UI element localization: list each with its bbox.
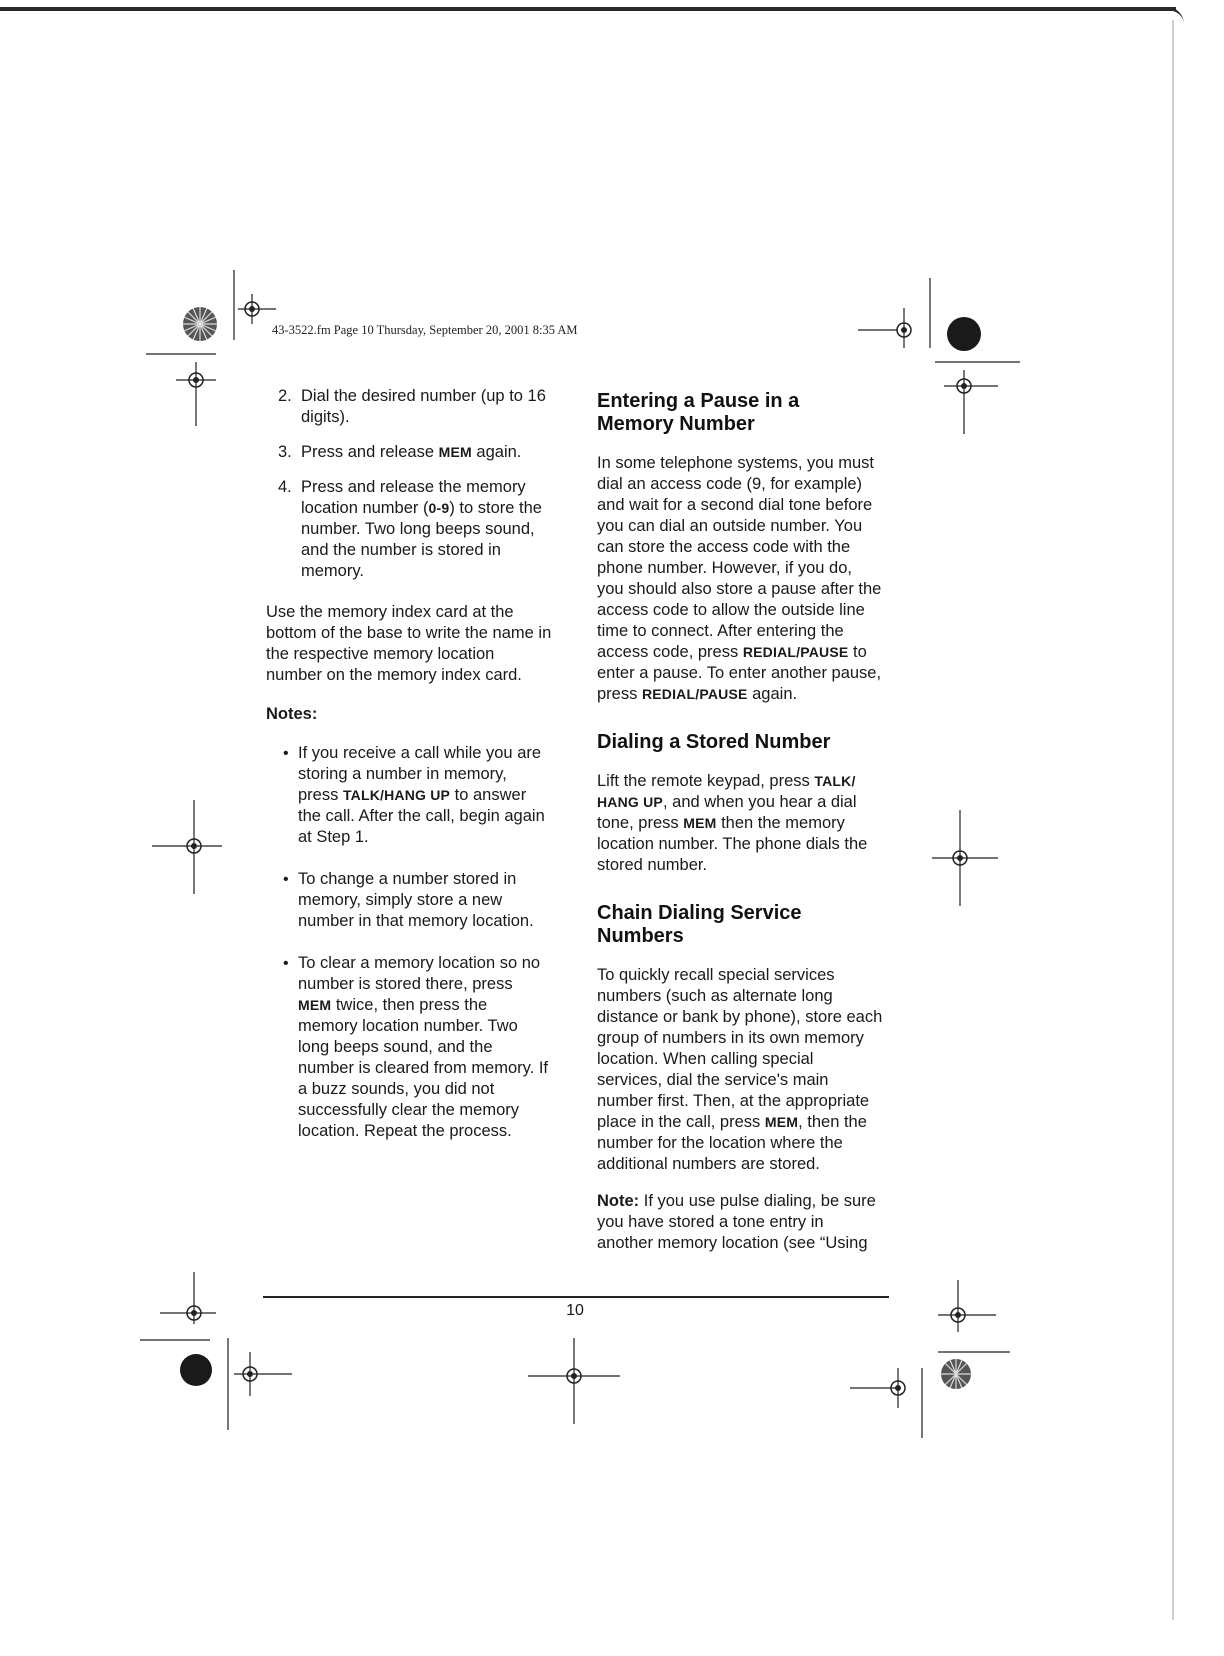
note-label: Note: [597,1192,640,1210]
registration-crosshair-mark [938,1280,1010,1356]
list-item: • To change a number stored in memory, simply store a new number in that memory location. [283,870,534,930]
registration-crosshair-mark [932,810,1002,906]
key-label: MEM [298,997,332,1013]
right-column [597,390,897,1254]
pulse-note: Note: If you use pulse dialing, be sure you have stored a tone entry in another memory location (see “Using [597,1192,876,1252]
dialing-section [597,731,897,876]
notes-list [266,743,566,1142]
solid-dot-mark [944,314,984,354]
key-label: MEM [764,1114,799,1130]
key-label: HANG UP [597,794,663,810]
key-label: TALK/ [814,773,856,789]
section-heading: Entering a Pause in a Memory Number [597,390,800,435]
registration-crosshair-mark [146,350,226,426]
registration-crosshair-mark [528,1338,620,1424]
footer-rule [263,1296,889,1298]
top-border-curl [1150,7,1184,24]
chain-paragraph: To quickly recall special services numbers (such as alternate long distance or bank by phone), store each group of numbers in its own memory location. When calling special services, dial the service's main number first. Then, at the appropriate place in the call, press MEM, then the number for the location where the additional numbers are stored. [597,966,883,1173]
key-label: MEM [438,444,472,460]
notes-heading: Notes: [266,705,318,723]
index-card-paragraph: Use the memory index card at the bottom of the base to write the name in the respective memory location number on the memory index card. [266,603,552,684]
top-border-bar [0,7,1176,11]
registration-crosshair-mark [152,800,222,894]
registration-crosshair-mark [228,270,276,340]
dialing-paragraph: Lift the remote keypad, press TALK/ HANG UP, and when you hear a dial tone, press MEM then the memory location number. The phone dials the stored number. [597,772,868,874]
registration-crosshair-mark [850,1338,930,1438]
list-item: 2. Dial the desired number (up to 16 digits). [278,387,546,426]
registration-crosshair-mark [930,358,1020,438]
list-item: • If you receive a call while you are storing a number in memory, press TALK/HANG UP to answer the call. After the call, begin again at Step 1. [283,744,545,846]
steps-list [266,386,566,582]
key-label: REDIAL/PAUSE [641,686,748,702]
page-number: 10 [566,1302,584,1319]
color-target-mark [938,1356,974,1392]
solid-dot-mark [178,1352,214,1388]
color-target-mark [180,304,220,344]
chain-section [597,902,897,1175]
section-heading: Chain Dialing Service Numbers [597,902,802,947]
bullet-icon: • [283,955,289,972]
list-item: 3. Press and release MEM again. [278,443,522,461]
key-label: TALK/HANG UP [342,787,451,803]
page-edge [1172,20,1174,1620]
registration-crosshair-mark [140,1272,220,1346]
key-label: 0-9 [428,500,450,516]
top-border [0,0,1224,14]
pause-paragraph: In some telephone systems, you must dial an access code (9, for example) and wait for a second dial tone before you can dial an outside number. You can store the access code with the phone number. However, if you do, you should also store a pause after the access code to allow the outside line time to connect. After entering the access code, press REDIAL/PAUSE to enter a pause. To enter another pause, press REDIAL/PAUSE again. [597,454,882,703]
file-slug: 43-3522.fm Page 10 Thursday, September 20, 2001 8:35 AM [272,323,578,337]
left-column [266,386,566,1163]
key-label: REDIAL/PAUSE [742,644,849,660]
key-label: MEM [683,815,717,831]
bullet-icon: • [283,745,289,762]
section-heading: Dialing a Stored Number [597,731,831,753]
list-item: 4. Press and release the memory location number (0-9) to store the number. Two long beeps sound, and the number is stored in memory. [278,478,542,580]
bullet-icon: • [283,871,289,888]
registration-crosshair-mark [222,1338,292,1430]
list-item: • To clear a memory location so no number is stored there, press MEM twice, then press the memory location number. Two long beeps sound, and the number is cleared from memory. If a buzz sounds, you did not successfully clear the memory location. Repeat the process. [283,954,549,1140]
pause-section [597,390,897,705]
